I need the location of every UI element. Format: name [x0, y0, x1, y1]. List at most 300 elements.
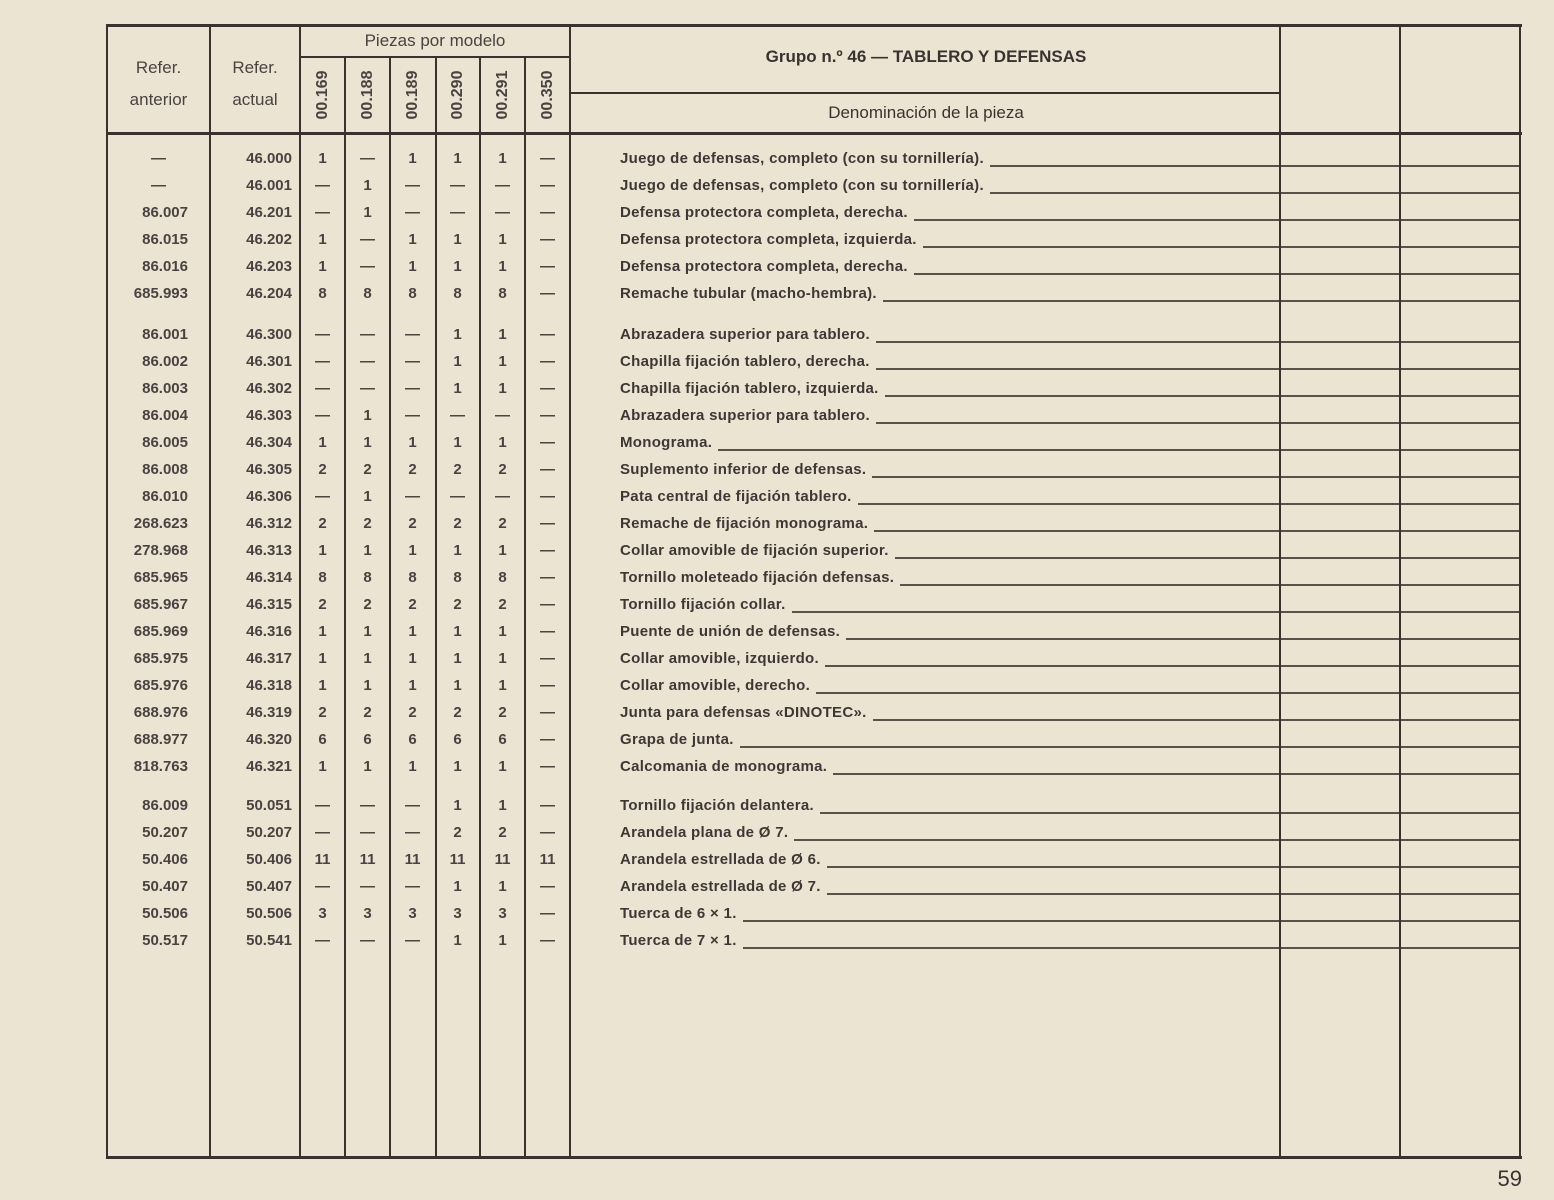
part-description: Tornillo moleteado fijación defensas. — [620, 569, 895, 586]
col-divider — [435, 56, 437, 1159]
quantity-00350: — — [540, 434, 555, 451]
quantity-00350: — — [540, 905, 555, 922]
table-right-border — [1519, 24, 1521, 1159]
quantity-00291: — — [495, 488, 510, 505]
table-bottom-border — [107, 1156, 1522, 1159]
quantity-00291: 6 — [498, 731, 507, 748]
quantity-00169: — — [315, 488, 330, 505]
quantity-00290: 1 — [453, 878, 462, 895]
table-left-border — [106, 24, 108, 1159]
denominacion-header: Denominación de la pieza — [828, 103, 1024, 122]
quantity-00290: 1 — [453, 353, 462, 370]
part-description: Abrazadera superior para tablero. — [620, 326, 870, 343]
quantity-00291: 1 — [498, 797, 507, 814]
refer-anterior: 685.975 — [133, 650, 188, 667]
quantity-00291: 2 — [498, 824, 507, 841]
leader-line — [900, 584, 1519, 586]
quantity-00169: 2 — [318, 461, 327, 478]
refer-actual: 46.302 — [246, 380, 292, 397]
quantity-00188: 1 — [363, 407, 372, 424]
refer-anterior: 86.004 — [142, 407, 188, 424]
leader-line — [885, 395, 1519, 397]
refer-actual: 50.541 — [246, 932, 292, 949]
leader-line — [873, 719, 1519, 721]
header-refer-actual-line2: actual — [232, 90, 278, 109]
table-row — [107, 375, 1520, 402]
leader-line — [914, 273, 1519, 275]
model-code: 00.189 — [403, 70, 421, 120]
quantity-00291: — — [495, 204, 510, 221]
quantity-00350: — — [540, 150, 555, 167]
refer-actual: 46.317 — [246, 650, 292, 667]
refer-actual: 50.506 — [246, 905, 292, 922]
quantity-00188: — — [360, 258, 375, 275]
part-description: Defensa protectora completa, derecha. — [620, 204, 908, 221]
refer-actual: 46.314 — [246, 569, 292, 586]
refer-actual: 46.313 — [246, 542, 292, 559]
quantity-00350: — — [540, 407, 555, 424]
refer-anterior: 688.976 — [133, 704, 188, 721]
refer-actual: 46.203 — [246, 258, 292, 275]
quantity-00291: 2 — [498, 515, 507, 532]
part-description: Grapa de junta. — [620, 731, 734, 748]
page-number: 59 — [1497, 1166, 1522, 1191]
quantity-00188: 1 — [363, 488, 372, 505]
table-row — [107, 726, 1520, 753]
leader-line — [816, 692, 1519, 694]
quantity-00291: 1 — [498, 758, 507, 775]
quantity-00350: — — [540, 380, 555, 397]
part-description: Collar amovible, derecho. — [620, 677, 811, 694]
model-code: 00.169 — [313, 70, 331, 120]
quantity-00350: — — [540, 231, 555, 248]
quantity-00290: 1 — [453, 150, 462, 167]
quantity-00189: 8 — [408, 569, 417, 586]
leader-line — [876, 341, 1519, 343]
refer-anterior: 86.009 — [142, 797, 188, 814]
quantity-00189: 1 — [408, 758, 417, 775]
leader-line — [990, 165, 1519, 167]
refer-anterior: 685.993 — [133, 285, 188, 302]
quantity-00169: — — [315, 797, 330, 814]
refer-anterior: 86.015 — [142, 231, 188, 248]
refer-anterior: 685.976 — [133, 677, 188, 694]
quantity-00169: 1 — [318, 623, 327, 640]
leader-line — [883, 300, 1519, 302]
col-divider — [1279, 24, 1281, 1159]
quantity-00188: — — [360, 353, 375, 370]
part-description: Calcomania de monograma. — [620, 758, 828, 775]
refer-actual: 46.303 — [246, 407, 292, 424]
refer-anterior: 688.977 — [133, 731, 188, 748]
leader-line — [914, 219, 1519, 221]
quantity-00169: — — [315, 380, 330, 397]
leader-line — [825, 665, 1519, 667]
table-row — [107, 792, 1520, 819]
quantity-00188: 8 — [363, 569, 372, 586]
quantity-00189: — — [405, 380, 420, 397]
quantity-00290: 1 — [453, 434, 462, 451]
quantity-00188: 2 — [363, 704, 372, 721]
leader-line — [792, 611, 1519, 613]
table-row — [107, 321, 1520, 348]
quantity-00291: 1 — [498, 878, 507, 895]
quantity-00188: — — [360, 231, 375, 248]
quantity-00290: 1 — [453, 623, 462, 640]
quantity-00291: 1 — [498, 677, 507, 694]
quantity-00169: 2 — [318, 596, 327, 613]
leader-line — [743, 920, 1519, 922]
table-row — [107, 873, 1520, 900]
refer-actual: 46.001 — [246, 177, 292, 194]
part-description: Collar amovible de fijación superior. — [620, 542, 889, 559]
quantity-00188: — — [360, 797, 375, 814]
col-divider — [299, 24, 301, 1159]
part-description: Remache tubular (macho-hembra). — [620, 285, 877, 302]
refer-actual: 46.316 — [246, 623, 292, 640]
part-description: Chapilla fijación tablero, izquierda. — [620, 380, 879, 397]
quantity-00188: — — [360, 326, 375, 343]
col-divider — [524, 56, 526, 1159]
quantity-00169: 1 — [318, 650, 327, 667]
quantity-00189: — — [405, 932, 420, 949]
part-description: Chapilla fijación tablero, derecha. — [620, 353, 870, 370]
quantity-00189: — — [405, 797, 420, 814]
table-row — [107, 199, 1520, 226]
refer-actual: 46.300 — [246, 326, 292, 343]
quantity-00188: 11 — [359, 851, 376, 868]
refer-anterior: 685.967 — [133, 596, 188, 613]
quantity-00169: 1 — [318, 231, 327, 248]
quantity-00188: — — [360, 150, 375, 167]
refer-actual: 46.301 — [246, 353, 292, 370]
quantity-00188: 3 — [363, 905, 372, 922]
model-header-00290 — [435, 57, 480, 133]
quantity-00169: 1 — [318, 677, 327, 694]
quantity-00291: 1 — [498, 150, 507, 167]
quantity-00189: 1 — [408, 434, 417, 451]
quantity-00169: — — [315, 824, 330, 841]
quantity-00189: — — [405, 353, 420, 370]
quantity-00291: 11 — [494, 851, 511, 868]
quantity-00188: 1 — [363, 758, 372, 775]
quantity-00290: 2 — [453, 461, 462, 478]
refer-anterior: 86.002 — [142, 353, 188, 370]
quantity-00169: 2 — [318, 515, 327, 532]
part-description: Abrazadera superior para tablero. — [620, 407, 870, 424]
table-row — [107, 253, 1520, 280]
refer-actual: 46.315 — [246, 596, 292, 613]
quantity-00169: — — [315, 326, 330, 343]
table-row — [107, 591, 1520, 618]
part-description: Puente de unión de defensas. — [620, 623, 841, 640]
table-row — [107, 672, 1520, 699]
quantity-00189: 8 — [408, 285, 417, 302]
quantity-00290: 1 — [453, 542, 462, 559]
part-description: Tornillo fijación delantera. — [620, 797, 814, 814]
refer-actual: 46.306 — [246, 488, 292, 505]
quantity-00350: — — [540, 258, 555, 275]
model-code: 00.350 — [538, 70, 556, 120]
refer-anterior: 818.763 — [133, 758, 188, 775]
refer-anterior: 685.965 — [133, 569, 188, 586]
quantity-00290: 8 — [453, 569, 462, 586]
quantity-00290: 3 — [453, 905, 462, 922]
table-row — [107, 564, 1520, 591]
quantity-00188: 1 — [363, 434, 372, 451]
col-divider — [569, 24, 571, 1159]
refer-anterior: 50.517 — [142, 932, 188, 949]
table-row — [107, 280, 1520, 307]
refer-anterior: 86.008 — [142, 461, 188, 478]
quantity-00169: 8 — [318, 569, 327, 586]
part-description: Juego de defensas, completo (con su tornillería). — [620, 150, 984, 167]
quantity-00189: 2 — [408, 704, 417, 721]
quantity-00350: — — [540, 797, 555, 814]
quantity-00291: 2 — [498, 704, 507, 721]
quantity-00188: 2 — [363, 461, 372, 478]
part-description: Arandela estrellada de Ø 6. — [620, 851, 821, 868]
quantity-00290: 1 — [453, 650, 462, 667]
quantity-00350: — — [540, 824, 555, 841]
quantity-00169: 1 — [318, 434, 327, 451]
quantity-00188: 1 — [363, 623, 372, 640]
refer-anterior: 86.005 — [142, 434, 188, 451]
part-description: Junta para defensas «DINOTEC». — [620, 704, 867, 721]
part-description: Juego de defensas, completo (con su tornillería). — [620, 177, 984, 194]
leader-line — [876, 422, 1519, 424]
quantity-00291: 1 — [498, 231, 507, 248]
quantity-00350: — — [540, 542, 555, 559]
leader-line — [743, 947, 1519, 949]
group-title: Grupo n.º 46 — TABLERO Y DEFENSAS — [765, 47, 1087, 66]
table-row — [107, 753, 1520, 780]
quantity-00188: 8 — [363, 285, 372, 302]
quantity-00189: — — [405, 488, 420, 505]
part-description: Tuerca de 6 × 1. — [620, 905, 737, 922]
quantity-00169: — — [315, 204, 330, 221]
quantity-00169: 1 — [318, 150, 327, 167]
part-description: Defensa protectora completa, derecha. — [620, 258, 908, 275]
refer-actual: 46.201 — [246, 204, 292, 221]
header-refer-anterior-line1: Refer. — [135, 58, 182, 77]
refer-anterior: 268.623 — [133, 515, 188, 532]
quantity-00188: 1 — [363, 650, 372, 667]
quantity-00291: — — [495, 177, 510, 194]
header-refer-actual-line1: Refer. — [232, 58, 278, 77]
refer-actual: 46.304 — [246, 434, 292, 451]
model-code: 00.290 — [448, 70, 466, 120]
refer-actual: 46.000 — [246, 150, 292, 167]
quantity-00290: 2 — [453, 596, 462, 613]
quantity-00350: — — [540, 704, 555, 721]
quantity-00189: — — [405, 204, 420, 221]
quantity-00290: 1 — [453, 326, 462, 343]
quantity-00350: — — [540, 731, 555, 748]
table-top-border — [107, 24, 1522, 27]
refer-actual: 50.406 — [246, 851, 292, 868]
quantity-00291: 1 — [498, 434, 507, 451]
quantity-00189: — — [405, 326, 420, 343]
quantity-00189: — — [405, 177, 420, 194]
header-refer-anterior — [107, 52, 210, 116]
quantity-00188: 1 — [363, 177, 372, 194]
refer-actual: 46.321 — [246, 758, 292, 775]
refer-anterior: 86.003 — [142, 380, 188, 397]
quantity-00189: 11 — [404, 851, 421, 868]
part-description: Collar amovible, izquierdo. — [620, 650, 819, 667]
quantity-00169: — — [315, 177, 330, 194]
refer-actual: 46.204 — [246, 285, 292, 302]
quantity-00291: 1 — [498, 650, 507, 667]
quantity-00291: 1 — [498, 258, 507, 275]
quantity-00290: 2 — [453, 515, 462, 532]
quantity-00290: 1 — [453, 677, 462, 694]
leader-line — [820, 812, 1519, 814]
quantity-00290: — — [450, 407, 465, 424]
col-divider — [344, 56, 346, 1159]
quantity-00290: 8 — [453, 285, 462, 302]
quantity-00290: — — [450, 488, 465, 505]
part-description: Defensa protectora completa, izquierda. — [620, 231, 917, 248]
quantity-00290: 1 — [453, 231, 462, 248]
table-row — [107, 537, 1520, 564]
quantity-00350: — — [540, 177, 555, 194]
refer-anterior: 50.406 — [142, 851, 188, 868]
part-description: Arandela estrellada de Ø 7. — [620, 878, 821, 895]
quantity-00188: — — [360, 878, 375, 895]
header-refer-anterior-line2: anterior — [129, 90, 188, 109]
refer-actual: 50.207 — [246, 824, 292, 841]
quantity-00290: 1 — [453, 932, 462, 949]
quantity-00189: 1 — [408, 677, 417, 694]
quantity-00189: 1 — [408, 150, 417, 167]
refer-anterior: 278.968 — [133, 542, 188, 559]
refer-actual: 46.319 — [246, 704, 292, 721]
table-row — [107, 819, 1520, 846]
table-row — [107, 846, 1520, 873]
quantity-00169: 6 — [318, 731, 327, 748]
quantity-00350: 11 — [539, 851, 556, 868]
refer-anterior: 50.207 — [142, 824, 188, 841]
part-description: Tuerca de 7 × 1. — [620, 932, 737, 949]
leader-line — [990, 192, 1519, 194]
table-row — [107, 348, 1520, 375]
refer-actual: 46.318 — [246, 677, 292, 694]
quantity-00291: 2 — [498, 596, 507, 613]
quantity-00189: 1 — [408, 623, 417, 640]
header-bottom-border — [107, 132, 1522, 135]
table-row — [107, 429, 1520, 456]
quantity-00169: 1 — [318, 258, 327, 275]
quantity-00291: 2 — [498, 461, 507, 478]
table-row — [107, 456, 1520, 483]
refer-actual: 46.202 — [246, 231, 292, 248]
quantity-00189: — — [405, 407, 420, 424]
header-piezas-por-modelo: Piezas por modelo — [364, 31, 506, 50]
leader-line — [827, 866, 1519, 868]
quantity-00169: 1 — [318, 542, 327, 559]
quantity-00291: 8 — [498, 285, 507, 302]
quantity-00189: — — [405, 824, 420, 841]
quantity-00350: — — [540, 488, 555, 505]
quantity-00189: — — [405, 878, 420, 895]
refer-actual: 50.407 — [246, 878, 292, 895]
quantity-00291: 8 — [498, 569, 507, 586]
refer-anterior: — — [151, 150, 166, 167]
quantity-00169: 1 — [318, 758, 327, 775]
leader-line — [895, 557, 1519, 559]
quantity-00169: — — [315, 932, 330, 949]
quantity-00291: 1 — [498, 380, 507, 397]
quantity-00290: — — [450, 204, 465, 221]
quantity-00169: 3 — [318, 905, 327, 922]
part-description: Monograma. — [620, 434, 713, 451]
part-description: Remache de fijación monograma. — [620, 515, 869, 532]
refer-anterior: 50.506 — [142, 905, 188, 922]
quantity-00290: 1 — [453, 797, 462, 814]
quantity-00290: 11 — [449, 851, 466, 868]
quantity-00350: — — [540, 878, 555, 895]
quantity-00169: — — [315, 878, 330, 895]
quantity-00188: 2 — [363, 596, 372, 613]
quantity-00169: 2 — [318, 704, 327, 721]
model-header-00350 — [525, 57, 570, 133]
quantity-00169: — — [315, 353, 330, 370]
col-divider — [1399, 24, 1401, 1159]
table-row — [107, 618, 1520, 645]
quantity-00350: — — [540, 285, 555, 302]
quantity-00350: — — [540, 623, 555, 640]
quantity-00189: 2 — [408, 461, 417, 478]
quantity-00290: 2 — [453, 824, 462, 841]
table-row — [107, 699, 1520, 726]
part-description: Suplemento inferior de defensas. — [620, 461, 867, 478]
leader-line — [740, 746, 1519, 748]
leader-line — [846, 638, 1519, 640]
model-code: 00.188 — [358, 70, 376, 120]
quantity-00291: 3 — [498, 905, 507, 922]
quantity-00350: — — [540, 932, 555, 949]
leader-line — [874, 530, 1519, 532]
part-description: Tornillo fijación collar. — [620, 596, 786, 613]
col-divider — [389, 56, 391, 1159]
refer-anterior: 86.010 — [142, 488, 188, 505]
quantity-00350: — — [540, 758, 555, 775]
quantity-00189: 1 — [408, 258, 417, 275]
title-divider — [570, 92, 1280, 94]
refer-anterior: 86.007 — [142, 204, 188, 221]
table-row — [107, 402, 1520, 429]
refer-anterior: 50.407 — [142, 878, 188, 895]
model-code: 00.291 — [493, 70, 511, 120]
table-row — [107, 645, 1520, 672]
quantity-00188: — — [360, 824, 375, 841]
refer-actual: 50.051 — [246, 797, 292, 814]
col-divider — [479, 56, 481, 1159]
model-header-00189 — [390, 57, 435, 133]
refer-anterior: 86.001 — [142, 326, 188, 343]
quantity-00169: — — [315, 407, 330, 424]
quantity-00189: 1 — [408, 650, 417, 667]
quantity-00290: 1 — [453, 258, 462, 275]
refer-anterior: 86.016 — [142, 258, 188, 275]
quantity-00189: 2 — [408, 596, 417, 613]
quantity-00291: — — [495, 407, 510, 424]
part-description: Arandela plana de Ø 7. — [620, 824, 789, 841]
leader-line — [827, 893, 1519, 895]
quantity-00188: 1 — [363, 677, 372, 694]
